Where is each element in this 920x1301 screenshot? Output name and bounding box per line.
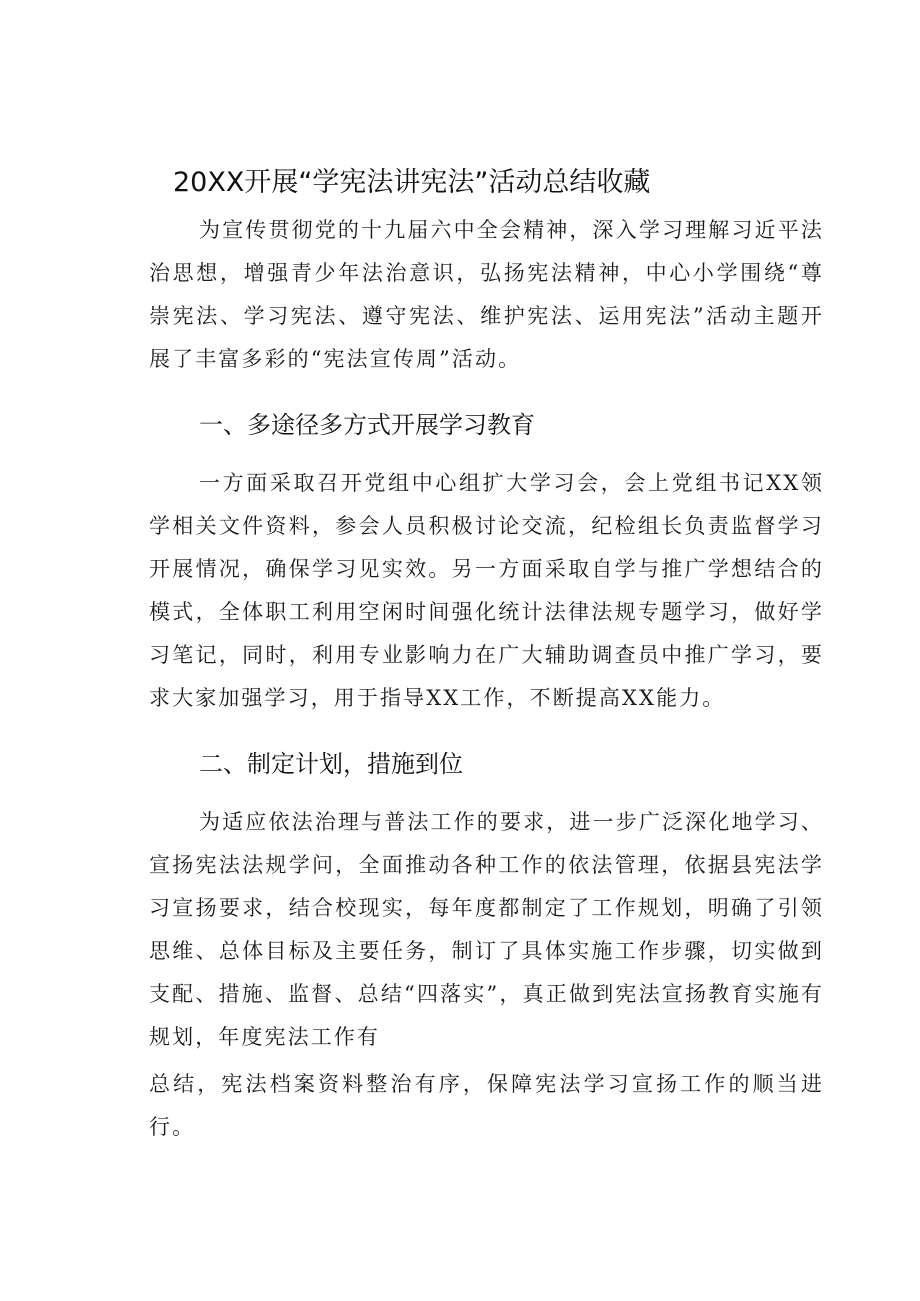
intro-paragraph: 为宣传贯彻党的十九届六中全会精神，深入学习理解习近平法治思想，增强青少年法治意识，弘扬宪法精神，中心小学围绕“尊崇宪法、学习宪法、遵守宪法、维护宪法、运用宪法”活动主题开展了丰富多彩的“宪法宣传周”活动。 bbox=[149, 218, 824, 371]
section-1-paragraph: 一方面采取召开党组中心组扩大学习会，会上党组书记XX领学相关文件资料，参会人员积极讨论交流，纪检组长负责监督学习开展情况，确保学习见实效。另一方面采取自学与推广学想结合的模式，全体职工利用空闲时间强化统计法律法规专题学习，做好学习笔记，同时，利用专业影响力在广大辅助调查员中推广学习，要求大家加强学习，用于指导XX工作，不断提高XX能力。 bbox=[149, 471, 824, 710]
document-title: 20XX开展“学宪法讲宪法”活动总结收藏 bbox=[173, 167, 651, 198]
section-2-paragraph: 为适应依法治理与普法工作的要求，进一步广泛深化地学习、宣扬宪法法规学问，全面推动各种工作的依法管理，依据县宪法学习宣扬要求，结合校现实，每年度都制定了工作规划，明确了引领思维、总体目标及主要任务，制订了具体实施工作步骤，切实做到支配、措施、监督、总结“四落实”，真正做到宪法宣扬教育实施有规划，年度宪法工作有 bbox=[149, 810, 824, 1049]
section-2-continuation-paragraph: 总结，宪法档案资料整治有序，保障宪法学习宣扬工作的顺当进行。 bbox=[149, 1072, 824, 1139]
section-1-heading: 一、多途径多方式开展学习教育 bbox=[199, 411, 535, 439]
section-2-heading: 二、制定计划，措施到位 bbox=[199, 750, 463, 778]
